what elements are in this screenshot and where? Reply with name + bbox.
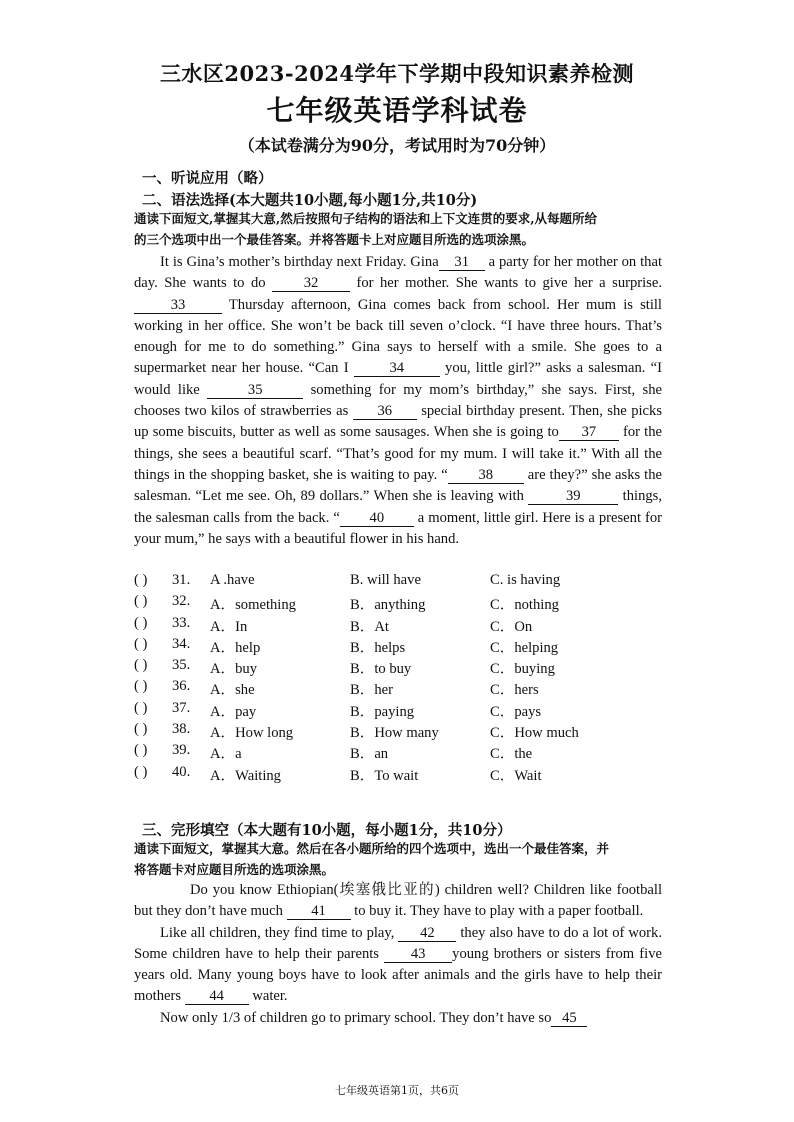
answer-bracket: ( ) — [134, 699, 148, 716]
answer-bracket: ( ) — [134, 572, 148, 588]
question-number: 35. — [172, 657, 191, 674]
blank-45: 45 — [551, 1011, 587, 1027]
option-c: C．hers — [490, 682, 539, 699]
answer-bracket: ( ) — [134, 614, 148, 631]
passage-text-run: a moment, little girl. Here is a present for your mum,” he says with a beautiful flower in his hand. — [134, 509, 662, 547]
passage-text-run: they also have to do a lot of work. Some children have to help their parents — [134, 924, 662, 962]
answer-bracket: ( ) — [134, 593, 148, 610]
option-a: A．help — [210, 639, 261, 656]
blank-35: 35 — [207, 383, 303, 399]
option-a: A．she — [210, 682, 255, 699]
answer-bracket: ( ) — [134, 657, 148, 674]
question-row-35 — [134, 657, 662, 678]
option-c: C．nothing — [490, 597, 559, 614]
passage-text-run: things, the salesman calls from the back. “ — [134, 488, 662, 526]
question-number: 38. — [172, 721, 191, 738]
question-number: 40. — [172, 763, 191, 780]
option-a: A．a — [210, 746, 242, 763]
passage-text-run: Thursday afternoon, Gina comes back from school. Her mum is still working in her office. She won’t be back till seven o’clock. “I have three hours. That’s enough for me to do something.” Gina says to herself with a smile. She goes to a supermarket near her house. “Can I — [134, 296, 662, 377]
question-row-32 — [134, 593, 662, 614]
passage-text-run: It is Gina’s mother’s birthday next Friday. Gina — [160, 254, 439, 270]
section2-passage-text — [134, 252, 662, 550]
option-b: B．paying — [350, 703, 415, 720]
answer-bracket: ( ) — [134, 635, 148, 652]
section3-instruction — [134, 838, 662, 880]
section3-para1 — [134, 880, 662, 923]
option-a: A．Waiting — [210, 767, 281, 784]
passage-text-run: you, little girl?” asks a salesman. “I would like — [134, 360, 662, 398]
blank-31: 31 — [439, 255, 485, 271]
blank-44: 44 — [185, 989, 249, 1005]
question-row-37 — [134, 700, 662, 721]
answer-bracket: ( ) — [134, 678, 148, 695]
passage-text-run: something for my mom’s birthday,” she says. First, she chooses two kilos of strawberries as — [134, 381, 662, 420]
section2-instruction — [134, 208, 662, 250]
question-number: 32. — [172, 593, 191, 610]
section3-para3 — [134, 1008, 662, 1029]
option-b: B．her — [350, 682, 393, 699]
option-b: B．At — [350, 618, 389, 635]
section2-options — [134, 572, 662, 785]
section2-passage — [134, 252, 662, 550]
option-b: B．To wait — [350, 767, 419, 784]
question-row-33 — [134, 615, 662, 636]
blank-41: 41 — [287, 904, 351, 920]
section3-instruction-line1: 通读下面短文，掌握其大意。然后在各小题所给的四个选项中，选出一个最佳答案，并 — [134, 841, 610, 856]
question-number: 37. — [172, 699, 191, 716]
passage-text-run: young brothers or sisters from five years old. Many young boys have to look after animals and the girls have to help their mothers — [134, 945, 662, 1005]
option-a: A．buy — [210, 661, 258, 678]
option-c: C. is having — [490, 572, 561, 588]
question-row-31 — [134, 572, 662, 593]
option-b: B．How many — [350, 725, 439, 742]
passage-text-run: for her mother. She wants to give her a surprise. — [350, 275, 662, 292]
option-b: B．helps — [350, 639, 406, 656]
option-c: C．On — [490, 618, 533, 635]
blank-36: 36 — [353, 404, 417, 420]
option-a: A .have — [210, 572, 255, 588]
passage-text-run: Now only 1/3 of children go to primary school. They don’t have so — [160, 1009, 552, 1026]
option-c: C．buying — [490, 661, 555, 678]
question-row-34 — [134, 636, 662, 657]
option-b: B. will have — [350, 572, 421, 588]
passage-text-run: water. — [248, 988, 288, 1005]
section2-instruction-line2: 的三个选项中出一个最佳答案。并将答题卡上对应题目所选的选项涂黑。 — [134, 232, 535, 247]
passage-text-run: a party for her mother on that day. She wants to do — [134, 254, 662, 292]
section3-instruction-line2: 将答题卡对应题目所选的选项涂黑。 — [134, 862, 335, 877]
exam-title-line1: 三水区2023-2024学年下学期中段知识素养检测 — [159, 61, 635, 86]
blank-33: 33 — [134, 298, 222, 314]
answer-bracket: ( ) — [134, 721, 148, 738]
passage-text-run: are they?” she asks the salesman. “Let me see. Oh, 89 dollars.” When she is leaving with — [134, 466, 662, 505]
passage-text-run: Do you know Ethiopian(埃塞俄比亚的) children well? Children like football but they don’t have much — [134, 882, 662, 920]
question-number: 33. — [172, 614, 191, 631]
blank-38: 38 — [448, 468, 524, 484]
question-number: 36. — [172, 678, 191, 695]
option-a: A．How long — [210, 725, 294, 742]
option-c: C．Wait — [490, 767, 542, 784]
option-c: C．How much — [490, 725, 579, 742]
exam-title-subject: 七年级英语学科试卷 — [266, 94, 528, 127]
passage-text-run: to buy it. They have to play with a paper football. — [350, 903, 644, 920]
question-row-38 — [134, 721, 662, 742]
section2-instruction-line1: 通读下面短文,掌握其大意,然后按照句子结构的语法和上下文连贯的要求,从每题所给 — [134, 211, 598, 226]
section3-heading: 三、完形填空（本大题有10小题，每小题1分，共10分） — [142, 822, 512, 839]
question-row-36 — [134, 678, 662, 699]
question-row-39 — [134, 742, 662, 763]
option-c: C．helping — [490, 639, 559, 656]
question-row-40 — [134, 764, 662, 785]
option-b: B．to buy — [350, 661, 412, 678]
answer-bracket: ( ) — [134, 742, 148, 759]
option-b: B．anything — [350, 597, 426, 614]
section2-heading: 二、语法选择(本大题共10小题,每小题1分,共10分) — [142, 192, 478, 209]
question-number: 31. — [172, 572, 191, 588]
blank-32: 32 — [272, 276, 350, 292]
page-footer: 七年级英语第1页，共6页 — [335, 1084, 459, 1097]
option-b: B．an — [350, 746, 389, 763]
section3-passage — [134, 880, 662, 1029]
option-c: C．the — [490, 746, 533, 763]
passage-text-run: for the things, she sees a beautiful scarf. “That’s good for my mum. I will take it.” With all the things in the shopping basket, she is waiting to pay. “ — [134, 424, 662, 483]
question-number: 39. — [172, 742, 191, 759]
section1-heading: 一、听说应用（略） — [142, 170, 273, 187]
question-number: 34. — [172, 635, 191, 652]
passage-text-run: Like all children, they find time to play, — [160, 924, 399, 941]
section3-para2 — [134, 923, 662, 1008]
blank-40: 40 — [340, 511, 414, 527]
blank-42: 42 — [398, 926, 456, 942]
passage-text-run: special birthday present. Then, she picks up some biscuits, butter as well as some sausages. When she is going to — [134, 403, 662, 441]
option-a: A．pay — [210, 703, 257, 720]
blank-37: 37 — [559, 425, 619, 441]
option-a: A．In — [210, 618, 248, 635]
blank-43: 43 — [384, 947, 452, 963]
option-c: C．pays — [490, 703, 542, 720]
option-a: A．something — [210, 597, 296, 614]
exam-info: （本试卷满分为90分，考试用时为70分钟） — [238, 136, 556, 155]
blank-34: 34 — [354, 361, 440, 377]
blank-39: 39 — [528, 489, 618, 505]
answer-bracket: ( ) — [134, 763, 148, 780]
